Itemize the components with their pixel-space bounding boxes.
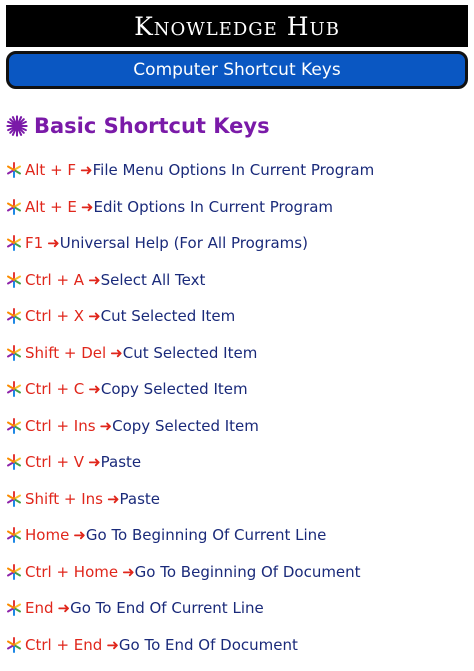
multicolor-star-icon — [6, 600, 22, 616]
list-item — [6, 189, 470, 226]
shortcut-keys: Shift + Ins — [25, 489, 103, 508]
multicolor-star-icon — [6, 381, 22, 397]
shortcut-description: Paste — [119, 489, 161, 508]
subtitle-banner — [6, 51, 468, 89]
list-item — [6, 444, 470, 481]
list-item — [6, 298, 470, 335]
list-item — [6, 481, 470, 518]
shortcut-keys: End — [25, 599, 54, 618]
shortcut-description: Select All Text — [100, 270, 206, 289]
multicolor-star-icon — [6, 308, 22, 324]
list-item — [6, 335, 470, 372]
section-heading — [6, 110, 270, 142]
multicolor-star-icon — [6, 199, 22, 215]
arrow-icon: ➜ — [80, 197, 94, 216]
shortcut-keys: Ctrl + C — [25, 380, 85, 399]
shortcut-keys: Ctrl + End — [25, 635, 103, 654]
shortcut-description: Go To Beginning Of Document — [134, 562, 361, 581]
list-item — [6, 627, 470, 664]
arrow-icon: ➜ — [99, 416, 113, 435]
multicolor-star-icon — [6, 564, 22, 580]
list-item — [6, 590, 470, 627]
list-item — [6, 262, 470, 299]
shortcut-description: Go To End Of Document — [118, 635, 298, 654]
arrow-icon: ➜ — [106, 489, 120, 508]
list-item — [6, 371, 470, 408]
shortcut-description: Copy Selected Item — [112, 416, 259, 435]
arrow-icon: ➜ — [88, 380, 101, 399]
shortcut-description: Cut Selected Item — [122, 343, 258, 362]
list-item — [6, 408, 470, 445]
shortcut-keys: Ctrl + X — [25, 307, 85, 326]
page-title: Knowledge Hub — [134, 11, 340, 41]
burst-icon — [6, 115, 28, 137]
multicolor-star-icon — [6, 345, 22, 361]
arrow-icon: ➜ — [57, 599, 71, 618]
arrow-icon: ➜ — [80, 161, 93, 180]
multicolor-star-icon — [6, 527, 22, 543]
list-item — [6, 225, 470, 262]
shortcut-keys: Alt + E — [25, 197, 77, 216]
arrow-icon: ➜ — [110, 343, 123, 362]
subtitle-text: Computer Shortcut Keys — [133, 60, 341, 80]
arrow-icon: ➜ — [122, 562, 135, 581]
shortcut-keys: Home — [25, 526, 70, 545]
shortcut-description: Paste — [100, 453, 142, 472]
shortcut-keys: Ctrl + Home — [25, 562, 119, 581]
shortcut-keys: F1 — [25, 234, 44, 253]
shortcut-list — [6, 152, 470, 663]
shortcut-description: Go To Beginning Of Current Line — [85, 526, 327, 545]
list-item — [6, 554, 470, 591]
multicolor-star-icon — [6, 454, 22, 470]
arrow-icon: ➜ — [88, 307, 101, 326]
shortcut-description: File Menu Options In Current Program — [92, 161, 375, 180]
arrow-icon: ➜ — [47, 234, 60, 253]
shortcut-keys: Alt + F — [25, 161, 77, 180]
shortcut-description: Cut Selected Item — [100, 307, 236, 326]
multicolor-star-icon — [6, 235, 22, 251]
multicolor-star-icon — [6, 272, 22, 288]
section-title: Basic Shortcut Keys — [34, 114, 270, 138]
shortcut-description: Copy Selected Item — [100, 380, 248, 399]
multicolor-star-icon — [6, 491, 22, 507]
arrow-icon: ➜ — [88, 453, 101, 472]
shortcut-keys: Ctrl + Ins — [25, 416, 96, 435]
list-item — [6, 152, 470, 189]
list-item — [6, 517, 470, 554]
arrow-icon: ➜ — [88, 270, 101, 289]
shortcut-keys: Ctrl + V — [25, 453, 85, 472]
arrow-icon: ➜ — [73, 526, 86, 545]
shortcut-keys: Ctrl + A — [25, 270, 85, 289]
shortcut-description: Edit Options In Current Program — [93, 197, 334, 216]
shortcut-description: Universal Help (For All Programs) — [59, 234, 308, 253]
shortcut-keys: Shift + Del — [25, 343, 107, 362]
multicolor-star-icon — [6, 418, 22, 434]
multicolor-star-icon — [6, 162, 22, 178]
shortcut-description: Go To End Of Current Line — [70, 599, 264, 618]
arrow-icon: ➜ — [106, 635, 119, 654]
header-bar — [6, 5, 468, 47]
multicolor-star-icon — [6, 637, 22, 653]
